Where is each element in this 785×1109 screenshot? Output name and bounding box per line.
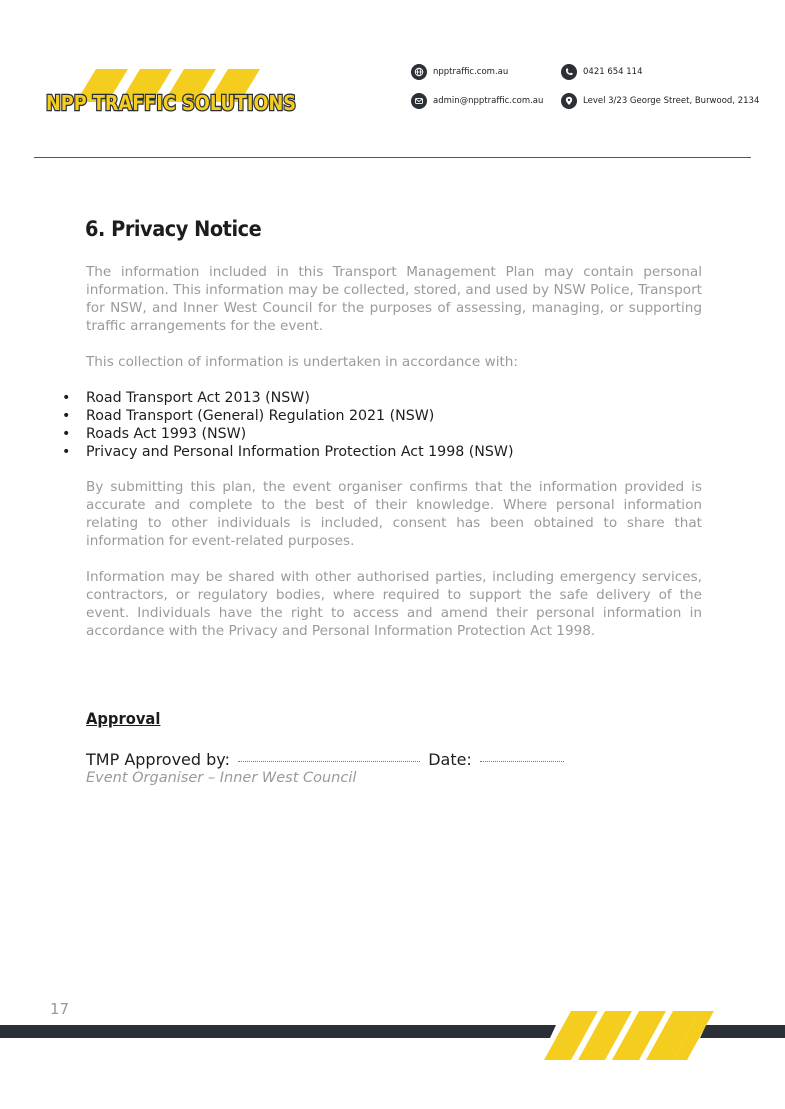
intro-paragraph: The information included in this Transport Management Plan may contain personal information. This information may be collected, stored, and used by NSW Police, Transport for NSW, and Inner West Council for the purposes of assessing, managing, or supporting traffic arrangements for the event. <box>86 264 702 334</box>
approver-role: Event Organiser – Inner West Council <box>86 770 357 786</box>
list-item: • Roads Act 1993 (NSW) <box>62 425 513 443</box>
approval-heading: Approval <box>86 709 161 728</box>
company-logo <box>44 66 302 118</box>
approval-line <box>86 750 567 769</box>
sharing-paragraph: Information may be shared with other authorised parties, including emergency services, contractors, or regulatory bodies, where required to support the safe delivery of the event. Individuals have the right to access and amend their personal information in accordance with the Privacy and Personal Information Protection Act 1998. <box>86 569 702 639</box>
website-contact[interactable] <box>411 64 508 80</box>
location-pin-icon <box>561 93 577 109</box>
legislation-list <box>62 389 513 461</box>
email-text: admin@npptraffic.com.au <box>433 96 544 106</box>
date-field[interactable] <box>480 761 564 762</box>
list-item: • Road Transport Act 2013 (NSW) <box>62 389 513 407</box>
address-text: Level 3/23 George Street, Burwood, 2134 <box>583 96 760 106</box>
header-divider <box>34 157 751 158</box>
lead-paragraph: This collection of information is undertaken in accordance with: <box>86 354 518 370</box>
section-title: 6. Privacy Notice <box>85 217 262 241</box>
page-number: 17 <box>50 1000 70 1018</box>
address-contact <box>561 93 759 109</box>
list-item: • Privacy and Personal Information Protection Act 1998 (NSW) <box>62 443 513 461</box>
approved-by-label: TMP Approved by: <box>86 750 230 769</box>
envelope-icon <box>411 93 427 109</box>
footer-stripe-banner <box>0 1008 785 1064</box>
email-contact[interactable] <box>411 93 543 109</box>
signature-field[interactable] <box>238 761 420 762</box>
date-label: Date: <box>428 750 472 769</box>
phone-contact[interactable] <box>561 64 642 80</box>
website-text: npptraffic.com.au <box>433 67 509 77</box>
phone-text: 0421 654 114 <box>583 67 643 77</box>
globe-icon <box>411 64 427 80</box>
phone-icon <box>561 64 577 80</box>
confirmation-paragraph: By submitting this plan, the event organiser confirms that the information provided is accurate and complete to the best of their knowledge. Where personal information relating to other individuals is included, consent has been obtained to share that information for event-related purposes. <box>86 479 702 549</box>
list-item: • Road Transport (General) Regulation 2021 (NSW) <box>62 407 513 425</box>
logo-text: NPP TRAFFIC SOLUTIONS <box>46 91 296 115</box>
